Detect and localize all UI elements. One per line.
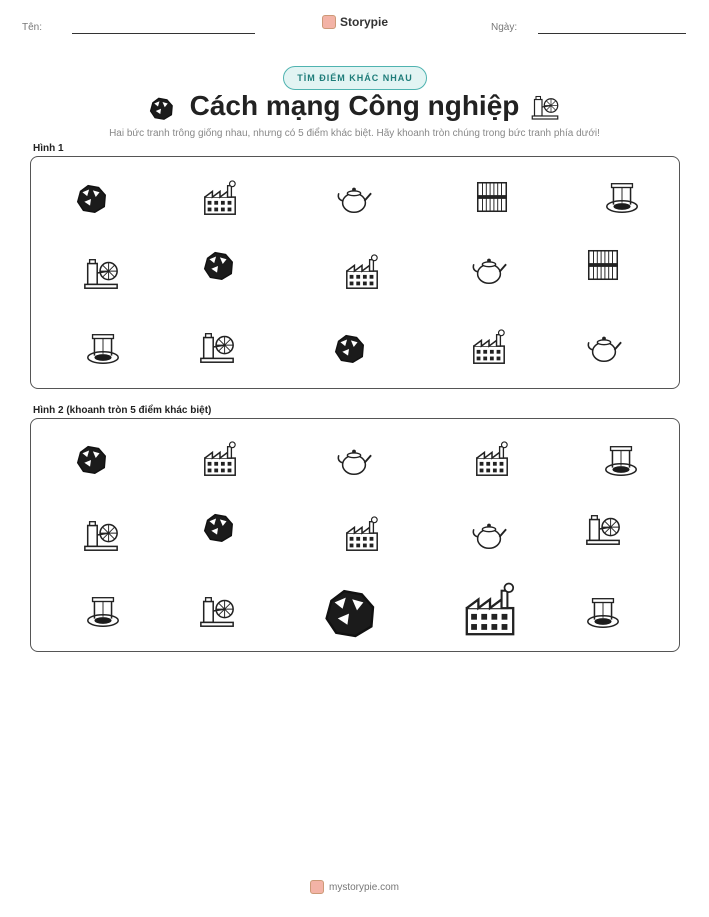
factory-icon[interactable] xyxy=(343,254,381,297)
teapot-icon[interactable] xyxy=(335,442,373,485)
loom-icon[interactable] xyxy=(473,178,511,221)
teapot-icon[interactable] xyxy=(585,329,623,372)
loom-icon[interactable] xyxy=(584,246,622,289)
steam-engine-icon[interactable] xyxy=(198,592,236,635)
coal-icon[interactable] xyxy=(72,440,110,483)
coal-icon xyxy=(146,93,176,128)
teapot-icon[interactable] xyxy=(470,516,508,559)
factory-icon[interactable] xyxy=(470,329,508,372)
coal-icon[interactable] xyxy=(199,508,237,551)
date-label: Ngày: xyxy=(491,22,518,33)
factory-icon[interactable] xyxy=(201,441,239,484)
brand-logo xyxy=(322,15,388,29)
picture2-label: Hình 2 (khoanh tròn 5 điểm khác biệt) xyxy=(33,405,212,416)
picture2-panel[interactable] xyxy=(30,418,680,652)
footer xyxy=(0,880,709,894)
steam-engine-icon[interactable] xyxy=(198,328,236,371)
factory-icon[interactable] xyxy=(201,180,239,223)
teapot-icon[interactable] xyxy=(335,180,373,223)
date-line[interactable] xyxy=(538,33,686,34)
teapot-icon[interactable] xyxy=(470,251,508,294)
mine-shaft-icon[interactable] xyxy=(584,593,622,636)
steam-engine-icon[interactable] xyxy=(584,510,622,553)
pig-logo-icon xyxy=(322,15,336,29)
steam-engine-icon[interactable] xyxy=(82,516,120,559)
activity-badge: TÌM ĐIỂM KHÁC NHAU xyxy=(283,66,427,90)
name-line[interactable] xyxy=(72,33,255,34)
coal-icon[interactable] xyxy=(317,580,381,649)
pig-logo-icon xyxy=(310,880,324,894)
instructions: Hai bức tranh trông giống nhau, nhưng có 5 điểm khác biệt. Hãy khoanh tròn chúng trong bức tranh phía dưới! xyxy=(109,128,600,139)
steam-engine-icon[interactable] xyxy=(82,254,120,297)
mine-shaft-icon[interactable] xyxy=(84,329,122,372)
coal-icon[interactable] xyxy=(330,329,368,372)
page-title: Cách mạng Công nghiệp xyxy=(189,90,520,121)
steam-engine-icon xyxy=(530,92,560,127)
name-label: Tên: xyxy=(22,22,43,33)
mine-shaft-icon[interactable] xyxy=(84,592,122,635)
coal-icon[interactable] xyxy=(72,179,110,222)
footer-url[interactable]: mystorypie.com xyxy=(328,881,399,893)
mine-shaft-icon[interactable] xyxy=(602,441,640,484)
picture1-label: Hình 1 xyxy=(33,143,64,154)
picture1-panel[interactable] xyxy=(30,156,680,389)
factory-icon[interactable] xyxy=(343,516,381,559)
factory-icon[interactable] xyxy=(461,582,519,645)
mine-shaft-icon[interactable] xyxy=(603,178,641,221)
brand-name: Storypie xyxy=(340,15,389,29)
factory-icon[interactable] xyxy=(473,441,511,484)
coal-icon[interactable] xyxy=(199,246,237,289)
